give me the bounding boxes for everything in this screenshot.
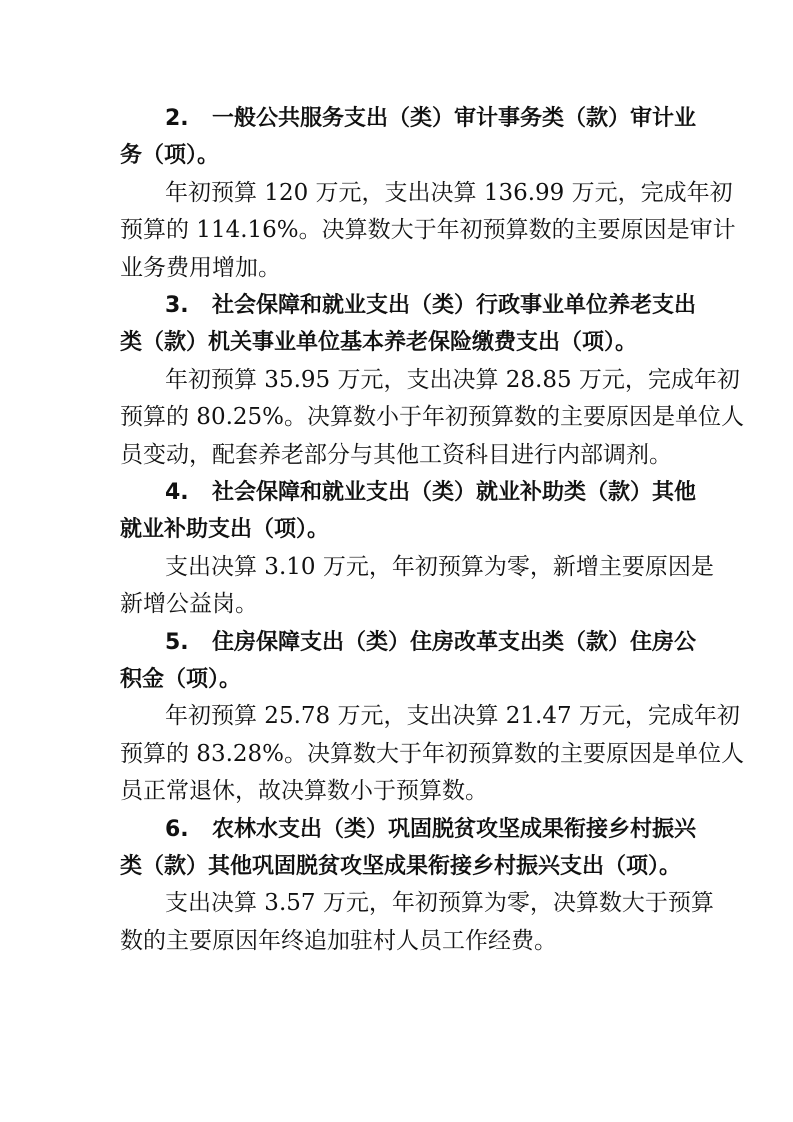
paragraph-line: 支出决算 3.10 万元，年初预算为零，新增主要原因是 <box>165 553 714 580</box>
section-heading-line <box>165 624 697 661</box>
paragraph-line: 员正常退休，故决算数小于预算数。 <box>120 778 488 805</box>
section-heading-line <box>165 474 697 511</box>
section-heading-text: 类（款）其他巩固脱贫攻坚成果衔接乡村振兴支出（项）。 <box>120 854 682 879</box>
section-number: 4. <box>165 480 189 505</box>
paragraph-line: 数的主要原因年终追加驻村人员工作经费。 <box>120 927 557 954</box>
section-heading-line <box>120 848 682 885</box>
paragraph-line: 业务费用增加。 <box>120 254 281 281</box>
section-heading-text: 一般公共服务支出（类）审计事务类（款）审计业 <box>212 106 697 131</box>
paragraph-line: 新增公益岗。 <box>120 591 258 618</box>
section-heading-line <box>120 511 676 548</box>
paragraph-line: 年初预算 25.78 万元，支出决算 21.47 万元，完成年初 <box>165 703 740 730</box>
section-heading-line <box>120 324 676 361</box>
paragraph-line: 员变动，配套养老部分与其他工资科目进行内部调剂。 <box>120 441 672 468</box>
paragraph-line: 支出决算 3.57 万元，年初预算为零，决算数大于预算 <box>165 890 714 917</box>
paragraph-line: 预算的 83.28%。决算数大于年初预算数的主要原因是单位人 <box>120 740 745 767</box>
section-heading-text: 农林水支出（类）巩固脱贫攻坚成果衔接乡村振兴 <box>212 816 697 842</box>
section-number: 5. <box>165 629 189 655</box>
section-number: 3. <box>165 293 189 318</box>
section-heading-text: 社会保障和就业支出（类）就业补助类（款）其他 <box>212 480 697 505</box>
section-heading-text: 社会保障和就业支出（类）行政事业单位养老支出 <box>212 293 697 318</box>
paragraph-line: 预算的 80.25%。决算数小于年初预算数的主要原因是单位人 <box>120 404 745 431</box>
paragraph-line: 年初预算 35.95 万元，支出决算 28.85 万元，完成年初 <box>165 366 740 393</box>
section-heading-text: 住房保障支出（类）住房改革支出类（款）住房公 <box>212 629 697 655</box>
section-number: 6. <box>165 816 189 842</box>
paragraph-line: 年初预算 120 万元，支出决算 136.99 万元，完成年初 <box>165 179 733 206</box>
section-heading-line <box>165 287 697 324</box>
section-heading-text: 类（款）机关事业单位基本养老保险缴费支出（项）。 <box>120 330 638 356</box>
paragraph-line: 预算的 114.16%。决算数大于年初预算数的主要原因是审计 <box>120 217 736 244</box>
section-heading-text: 就业补助支出（项）。 <box>120 517 330 543</box>
section-heading-text: 积金（项）。 <box>120 667 242 692</box>
section-heading-text: 务（项）。 <box>120 143 220 169</box>
section-heading-line <box>165 100 697 137</box>
section-number: 2. <box>165 106 189 131</box>
section-heading-line <box>165 811 697 848</box>
section-heading-line <box>120 137 676 174</box>
section-heading-line <box>120 661 676 698</box>
